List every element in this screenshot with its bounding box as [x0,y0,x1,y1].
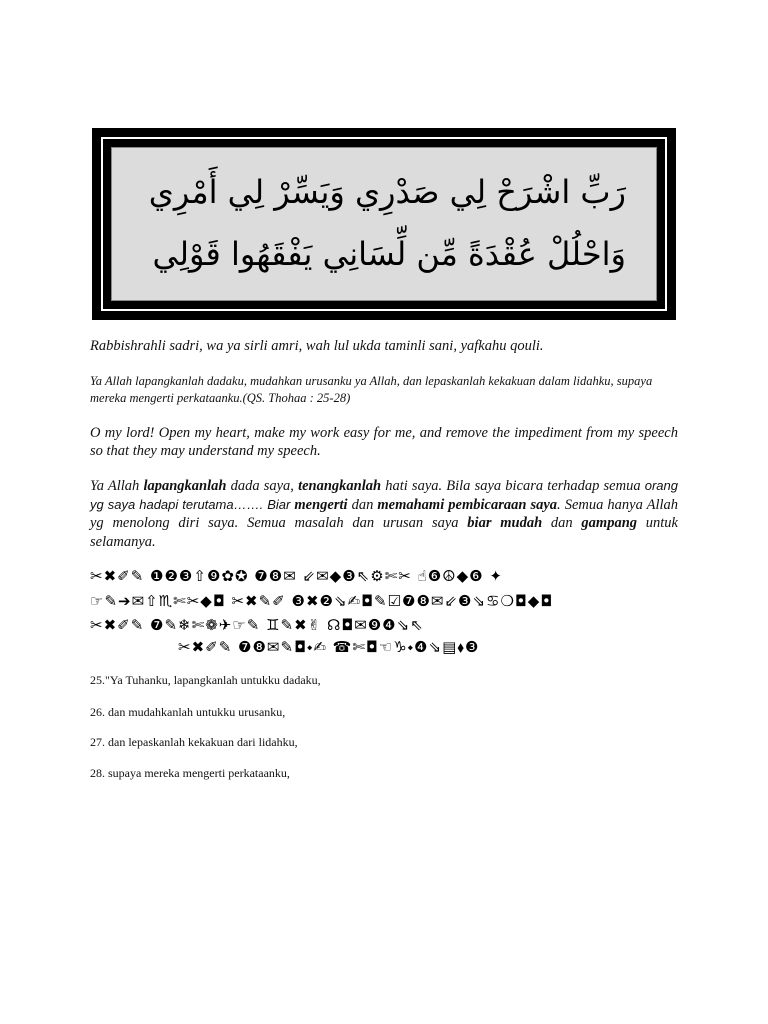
arabic-line-1: رَبِّ اشْرَحْ لِي صَدْرِي وَيَسِّرْ لِي أَمْرِي [148,173,626,211]
prayer-bold-5: biar mudah [467,515,543,531]
arabic-verse-frame [92,128,676,320]
prayer-text-1: Ya Allah [90,478,144,494]
verse-28: 28. supaya mereka mengerti perkataanku, [90,766,290,780]
personal-prayer-paragraph [90,477,678,551]
dingbat-line-3: ✂✖✐✎ ❼✎❄✄❁✈☞✎ ♊✎✖✌ ☊◘✉❾❹⇘⇖ [90,616,424,634]
prayer-text-4: dan [347,496,378,513]
prayer-bold-3: mengerti [294,496,348,513]
prayer-bold-2: tenangkanlah [298,478,382,494]
prayer-bold-6: gampang [581,515,638,531]
arabic-verse-panel [111,147,657,301]
verse-27: 27. dan lepaskanlah kekakuan dari lidahku, [90,735,298,749]
prayer-sans-text-2: ……. Biar [233,496,295,512]
arabic-line-2: وَاحْلُلْ عُقْدَةً مِّن لِّسَانِي يَفْقَهُوا قَوْلِي [152,235,626,273]
prayer-sans-text-1: orang yg saya hadapi terutama [90,478,678,512]
dingbat-line-2: ☞✎➔✉⇧♏✄✂◆◘ ✂✖✎✐ ❸✖❷⇘✍◘✎☑❼❽✉⇙❸⇘♋❍◘◆◘ [90,592,554,610]
prayer-bold-1: lapangkanlah [143,478,227,494]
prayer-text-2: dada saya, [226,478,299,494]
dingbat-line-4: ✂✖✐✎ ❼❽✉✎◘⬩✍ ☎✄◘☜♑⬩❹⇘▤⬧❸ [178,638,480,656]
prayer-text-6: dan [542,515,582,531]
prayer-text-7: untuk selamanya. [90,515,678,550]
prayer-text-5: . Semua hanya Allah yg menolong diri saya. Semua masalah dan urusan saya [90,496,678,531]
prayer-bold-4: memahami pembicaraan saya [377,496,558,513]
indonesian-translation: Ya Allah lapangkanlah dadaku, mudahkan urusanku ya Allah, dan lepaskanlah kekakuan dalam lidahku, supaya mereka mengerti perkataanku.(QS. Thohaa : 25-28) [90,374,653,405]
transliteration-text: Rabbishrahli sadri, wa ya sirli amri, wah lul ukda taminli sani, yafkahu qouli. [90,338,544,354]
prayer-text-3: hati saya. Bila saya bicara terhadap semua [381,478,645,494]
dingbat-line-1: ✂✖✐✎ ❶❷❸⇧❾✿✪ ❼❽✉ ⇙✉◆❸⇖⚙✄✂ ☝❻☮◆❻ ✦ [90,567,503,585]
verse-26: 26. dan mudahkanlah untukku urusanku, [90,705,286,719]
english-translation: O my lord! Open my heart, make my work easy for me, and remove the impediment from my speech so that they may understand my speech. [90,425,678,459]
verse-25: 25."Ya Tuhanku, lapangkanlah untukku dadaku, [90,673,321,687]
